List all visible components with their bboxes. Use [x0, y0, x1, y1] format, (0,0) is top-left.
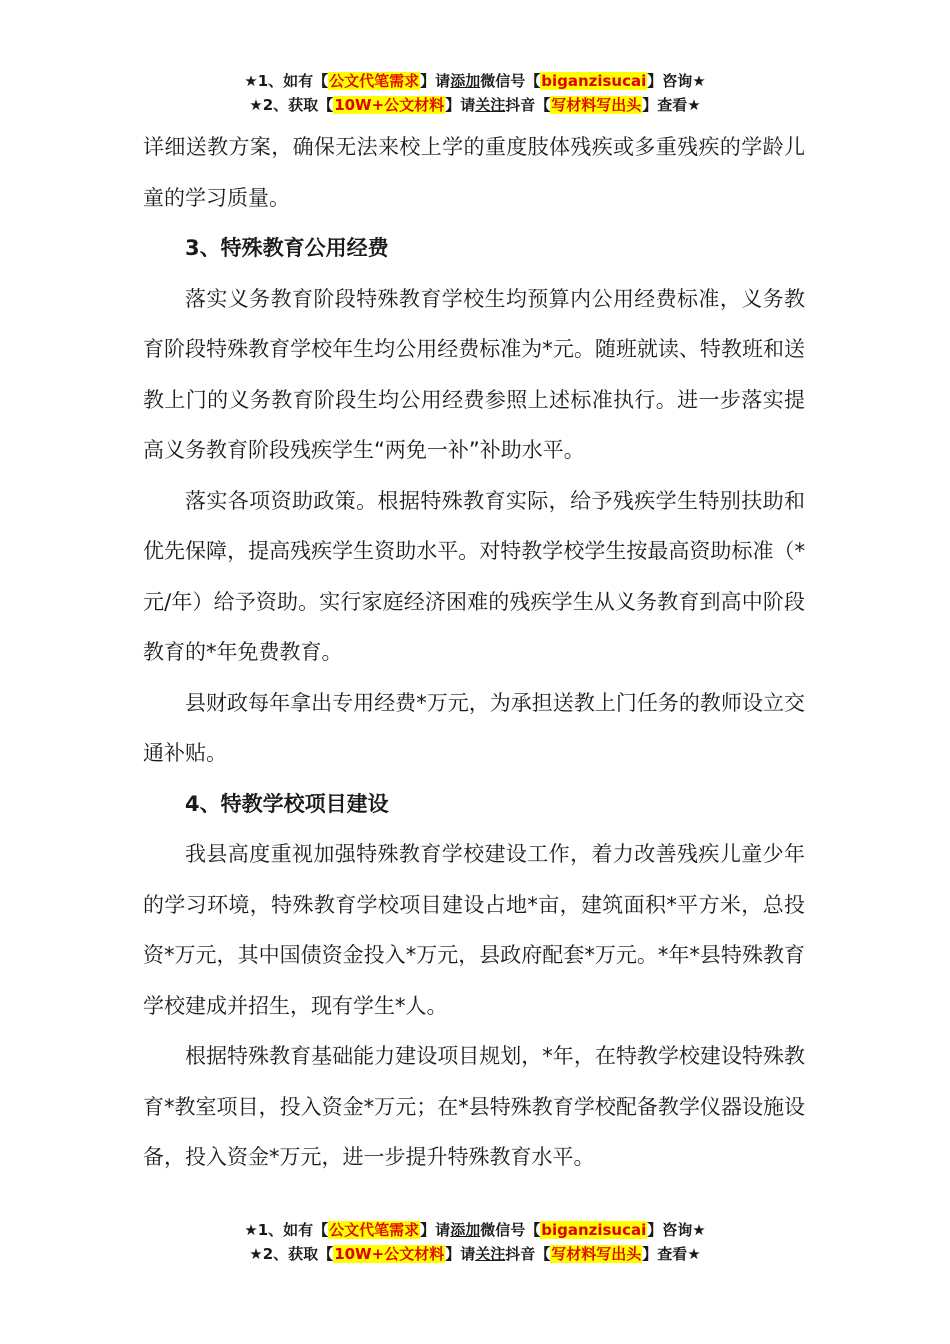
banner-text: 微信号【	[480, 1221, 541, 1239]
section-heading-3: 3、特殊教育公用经费	[185, 236, 389, 260]
banner-emphasis: 关注	[475, 96, 506, 114]
banner-douyin-id: 写材料写出头	[551, 1245, 642, 1263]
banner-text: 】查看★	[642, 1245, 701, 1263]
paragraph-public-funding: 落实义务教育阶段特殊教育学校生均预算内公用经费标准，义务教育阶段特殊教育学校年生均公用经费标准为*元。随班就读、特教班和送教上门的义务教育阶段生均公用经费参照上述标准执行。进一步落实提高义务教育阶段残疾学生“两免一补”补助水平。	[143, 286, 805, 462]
paragraph-subsidy-policy: 落实各项资助政策。根据特殊教育实际，给予残疾学生特别扶助和优先保障，提高残疾学生资助水平。对特教学校学生按最高资助标准（*元/年）给予资助。实行家庭经济困难的残疾学生从义务教育到高中阶段教育的*年免费教育。	[143, 488, 805, 664]
banner-line-2	[0, 1242, 950, 1266]
banner-wechat-id: biganzisucai	[541, 1221, 647, 1239]
paragraph-capacity-building: 根据特殊教育基础能力建设项目规划，*年，在特教学校建设特殊教育*教室项目，投入资金*万元；在*县特殊教育学校配备教学仪器设施设备，投入资金*万元，进一步提升特殊教育水平。	[143, 1044, 805, 1169]
paragraph-continuation: 详细送教方案，确保无法来校上学的重度肢体残疾或多重残疾的学龄儿童的学习质量。	[143, 135, 805, 210]
banner-emphasis: 添加	[450, 1221, 481, 1239]
banner-text: 抖音【	[505, 1245, 551, 1263]
banner-douyin-id: 写材料写出头	[551, 96, 642, 114]
banner-text: 抖音【	[505, 96, 551, 114]
banner-highlight: 10W+公文材料	[334, 96, 445, 114]
banner-emphasis: 关注	[475, 1245, 506, 1263]
banner-text: ★1、如有【	[244, 72, 329, 90]
banner-text: ★1、如有【	[244, 1221, 329, 1239]
banner-text: ★2、获取【	[249, 96, 334, 114]
banner-line-2	[0, 93, 950, 117]
banner-highlight: 公文代笔需求	[329, 72, 420, 90]
paragraph-county-finance: 县财政每年拿出专用经费*万元，为承担送教上门任务的教师设立交通补贴。	[143, 690, 805, 765]
banner-line-1	[0, 1218, 950, 1242]
header-banner	[0, 69, 950, 117]
banner-text: 】咨询★	[647, 1221, 706, 1239]
banner-line-1	[0, 69, 950, 93]
banner-text: 】请	[445, 1245, 476, 1263]
banner-text: 】请	[420, 1221, 451, 1239]
banner-text: ★2、获取【	[249, 1245, 334, 1263]
banner-text: 微信号【	[480, 72, 541, 90]
banner-highlight: 10W+公文材料	[334, 1245, 445, 1263]
banner-text: 】请	[445, 96, 476, 114]
paragraph-school-construction: 我县高度重视加强特殊教育学校建设工作，着力改善残疾儿童少年的学习环境，特殊教育学校项目建设占地*亩，建筑面积*平方米，总投资*万元，其中国债资金投入*万元，县政府配套*万元。*年*县特殊教育学校建成并招生，现有学生*人。	[143, 842, 805, 1018]
banner-wechat-id: biganzisucai	[541, 72, 647, 90]
banner-text: 】查看★	[642, 96, 701, 114]
footer-banner	[0, 1218, 950, 1266]
section-heading-4: 4、特教学校项目建设	[185, 791, 389, 816]
banner-highlight: 公文代笔需求	[329, 1221, 420, 1239]
banner-text: 】咨询★	[647, 72, 706, 90]
banner-emphasis: 添加	[450, 72, 481, 90]
document-body	[143, 122, 805, 1183]
banner-text: 】请	[420, 72, 451, 90]
